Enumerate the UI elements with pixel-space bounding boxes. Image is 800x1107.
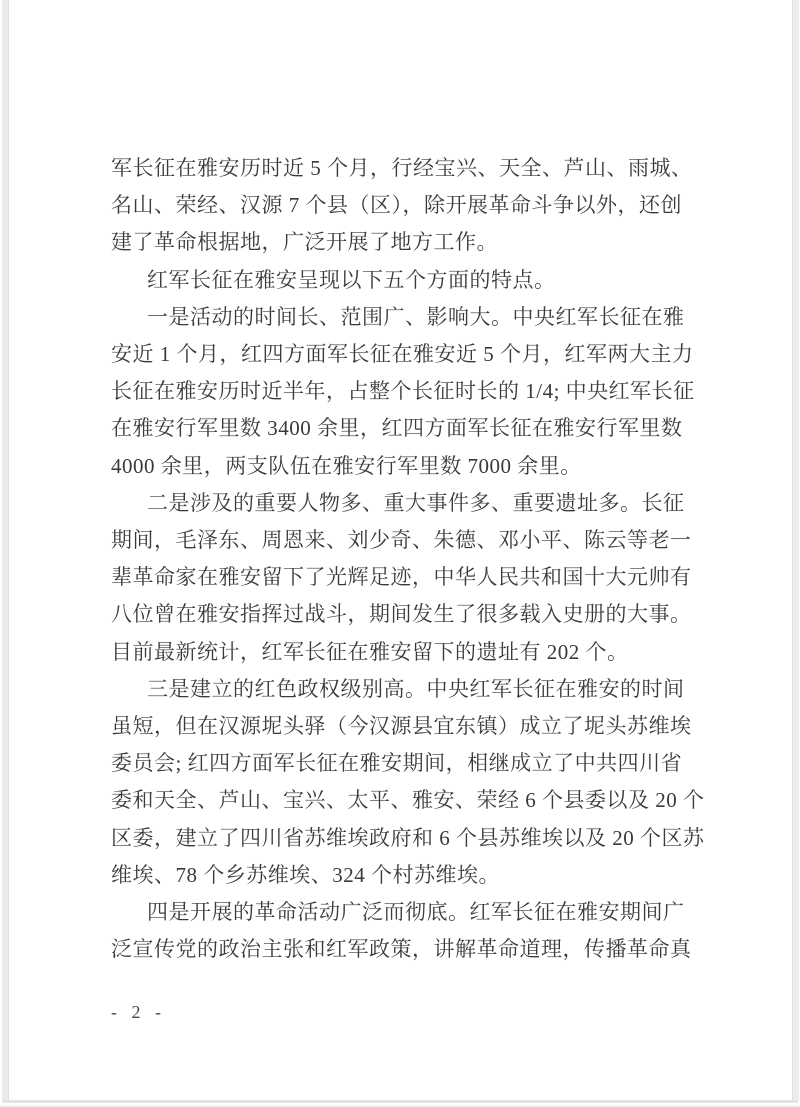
text-line: 目前最新统计，红军长征在雅安留下的遗址有 202 个。 — [111, 639, 629, 664]
text-line: 二是涉及的重要人物多、重大事件多、重要遗址多。长征 — [147, 490, 685, 515]
text-line: 长征在雅安历时近半年，占整个长征时长的 1/4; 中央红军长征 — [111, 379, 695, 404]
document-body-text — [111, 150, 711, 968]
paragraph — [111, 262, 711, 299]
paragraph — [111, 299, 711, 485]
page-edge-right — [792, 0, 799, 1101]
page-edge-bottom — [2, 1100, 798, 1103]
text-line: 红军长征在雅安呈现以下五个方面的特点。 — [147, 267, 556, 292]
page-number: - 2 - — [111, 1002, 166, 1022]
text-line: 泛宣传党的政治主张和红军政策，讲解革命道理，传播革命真 — [111, 937, 692, 962]
text-line: 在雅安行军里数 3400 余里，红四方面军长征在雅安行军里数 — [111, 416, 683, 441]
text-line: 安近 1 个月，红四方面军长征在雅安近 5 个月，红军两大主力 — [111, 342, 694, 367]
paragraph — [111, 671, 711, 894]
text-line: 建了革命根据地，广泛开展了地方工作。 — [111, 230, 498, 255]
text-line: 区委，建立了四川省苏维埃政府和 6 个县苏维埃以及 20 个区苏 — [111, 825, 705, 850]
text-line: 维埃、78 个乡苏维埃、324 个村苏维埃。 — [111, 862, 500, 887]
text-line: 委和天全、芦山、宝兴、太平、雅安、荣经 6 个县委以及 20 个 — [111, 788, 705, 813]
paragraph — [111, 485, 711, 671]
text-line: 期间，毛泽东、周恩来、刘少奇、朱德、邓小平、陈云等老一 — [111, 528, 692, 553]
text-line: 三是建立的红色政权级别高。中央红军长征在雅安的时间 — [147, 676, 685, 701]
text-line: 军长征在雅安历时近 5 个月，行经宝兴、天全、芦山、雨城、 — [111, 156, 693, 180]
text-line: 名山、荣经、汉源 7 个县（区），除开展革命斗争以外，还创 — [111, 193, 682, 218]
text-line: 辈革命家在雅安留下了光辉足迹，中华人民共和国十大元帅有 — [111, 565, 692, 590]
text-line: 4000 余里，两支队伍在雅安行军里数 7000 余里。 — [111, 453, 582, 478]
text-line: 八位曾在雅安指挥过战斗，期间发生了很多载入史册的大事。 — [111, 602, 692, 627]
text-line: 四是开展的革命活动广泛而彻底。红军长征在雅安期间广 — [147, 900, 685, 925]
paragraph — [111, 894, 711, 968]
text-line: 委员会; 红四方面军长征在雅安期间，相继成立了中共四川省 — [111, 751, 683, 776]
text-line: 一是活动的时间长、范围广、影响大。中央红军长征在雅 — [147, 304, 685, 329]
paragraph — [111, 150, 711, 262]
page-edge-left — [2, 0, 9, 1101]
text-line: 虽短，但在汉源坭头驿（今汉源县宜东镇）成立了坭头苏维埃 — [111, 714, 692, 739]
